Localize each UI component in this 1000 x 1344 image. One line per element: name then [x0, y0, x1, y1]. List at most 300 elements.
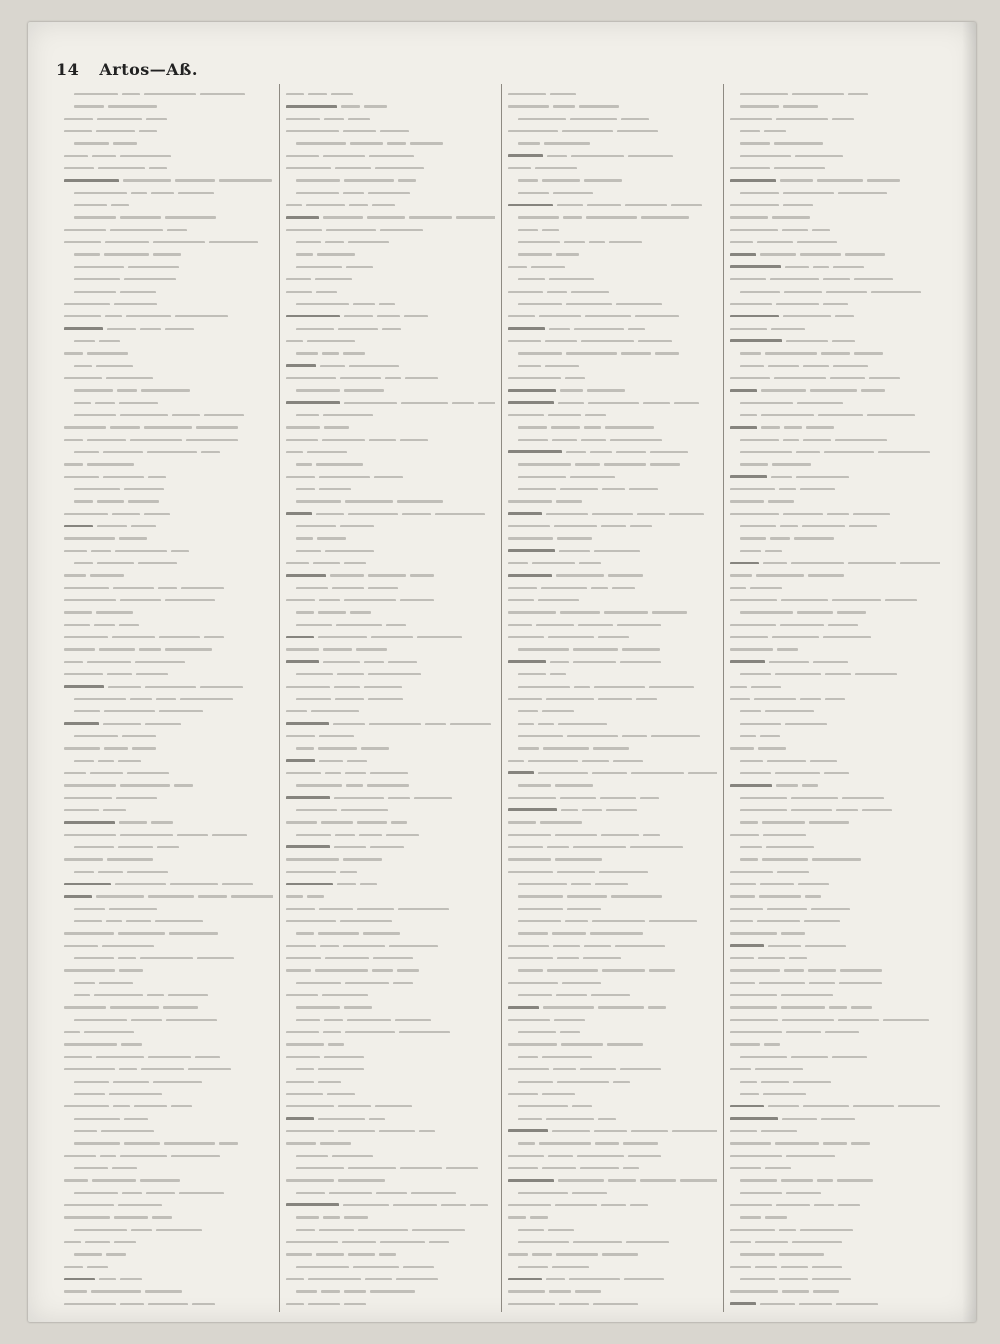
entry-line	[730, 701, 940, 712]
entry-line	[508, 257, 717, 268]
entry-line	[508, 207, 717, 218]
entry-line	[508, 615, 717, 626]
entry-line	[508, 837, 717, 848]
entry-line	[64, 1059, 273, 1070]
entry-line	[508, 800, 717, 811]
entry-line	[730, 454, 940, 465]
entry-line	[730, 997, 940, 1008]
entry-line	[286, 1072, 495, 1083]
entry-line	[64, 1294, 273, 1305]
entry-line	[286, 664, 495, 675]
entry-line	[730, 158, 940, 169]
entry-line	[286, 491, 495, 502]
entry-line	[730, 133, 940, 144]
entry-line	[730, 1294, 940, 1305]
entry-line	[64, 504, 273, 515]
entry-line	[508, 627, 717, 638]
entry-line	[64, 948, 273, 959]
entry-line	[730, 1158, 940, 1169]
entry-line	[730, 491, 940, 502]
entry-line	[508, 1306, 717, 1312]
entry-line	[508, 331, 717, 342]
entry-line	[508, 825, 717, 836]
entry-line	[730, 207, 940, 218]
entry-line	[730, 862, 940, 873]
entry-line	[64, 257, 273, 268]
entry-line	[508, 454, 717, 465]
entry-line	[508, 1059, 717, 1070]
entry-line	[286, 973, 495, 984]
entry-line	[508, 528, 717, 539]
entry-line	[286, 615, 495, 626]
entry-line	[286, 701, 495, 712]
entry-line	[64, 973, 273, 984]
entry-line	[730, 1183, 940, 1194]
entry-line	[64, 356, 273, 367]
entry-line	[730, 319, 940, 330]
entry-line	[64, 467, 273, 478]
entry-line	[730, 1022, 940, 1033]
entry-line	[508, 368, 717, 379]
entry-line	[508, 639, 717, 650]
entry-line	[730, 244, 940, 255]
entry-line	[508, 726, 717, 737]
entry-line	[286, 553, 495, 564]
entry-line	[730, 664, 940, 675]
entry-line	[286, 319, 495, 330]
entry-line	[64, 269, 273, 280]
entry-line	[508, 1047, 717, 1058]
entry-line	[508, 1034, 717, 1045]
entry-line	[64, 417, 273, 428]
entry-line	[508, 1170, 717, 1181]
entry-line	[730, 1170, 940, 1181]
entry-line	[64, 874, 273, 885]
entry-line	[286, 1244, 495, 1255]
entry-line	[730, 146, 940, 157]
entry-line	[730, 800, 940, 811]
entry-line	[286, 195, 495, 206]
entry-line	[286, 393, 495, 404]
entry-line	[508, 788, 717, 799]
entry-line	[64, 664, 273, 675]
column-4	[724, 84, 946, 1312]
entry-line	[508, 541, 717, 552]
entry-line	[64, 1133, 273, 1144]
entry-line	[64, 1257, 273, 1268]
page-number: 14	[56, 60, 80, 79]
entry-line	[286, 516, 495, 527]
entry-line	[730, 109, 940, 120]
entry-line	[64, 677, 273, 688]
entry-line	[64, 368, 273, 379]
entry-line	[508, 121, 717, 132]
entry-line	[730, 430, 940, 441]
entry-line	[508, 899, 717, 910]
entry-line	[286, 1269, 495, 1280]
entry-line	[286, 1220, 495, 1231]
entry-line	[286, 282, 495, 293]
entry-line	[64, 886, 273, 897]
entry-line	[730, 1232, 940, 1243]
entry-line	[508, 430, 717, 441]
entry-line	[286, 936, 495, 947]
entry-line	[730, 1084, 940, 1095]
entry-line	[508, 170, 717, 181]
column-4-entries	[730, 84, 940, 1312]
entry-line	[508, 269, 717, 280]
entry-line	[508, 516, 717, 527]
column-1	[58, 84, 280, 1312]
entry-line	[286, 183, 495, 194]
entry-line	[508, 244, 717, 255]
entry-line	[286, 1121, 495, 1132]
entry-line	[286, 331, 495, 342]
entry-line	[286, 109, 495, 120]
entry-line	[508, 195, 717, 206]
entry-line	[730, 183, 940, 194]
entry-line	[508, 1207, 717, 1218]
entry-line	[286, 565, 495, 576]
entry-line	[64, 911, 273, 922]
entry-line	[286, 380, 495, 391]
entry-line	[64, 454, 273, 465]
entry-line	[508, 738, 717, 749]
entry-line	[64, 923, 273, 934]
entry-line	[64, 405, 273, 416]
entry-line	[508, 319, 717, 330]
entry-line	[286, 541, 495, 552]
entry-line	[730, 874, 940, 885]
entry-line	[286, 96, 495, 107]
entry-line	[64, 590, 273, 601]
entry-line	[64, 1220, 273, 1231]
page-edge-shadow	[962, 22, 976, 1322]
entry-line	[64, 294, 273, 305]
entry-line	[64, 812, 273, 823]
entry-line	[730, 751, 940, 762]
entry-line	[286, 812, 495, 823]
entry-line	[508, 565, 717, 576]
entry-line	[730, 578, 940, 589]
entry-line	[508, 1010, 717, 1021]
entry-line	[730, 368, 940, 379]
entry-line	[508, 1146, 717, 1157]
entry-line	[730, 553, 940, 564]
entry-line	[730, 516, 940, 527]
entry-line	[508, 948, 717, 959]
entry-line	[730, 899, 940, 910]
entry-line	[730, 602, 940, 613]
entry-line	[64, 319, 273, 330]
entry-line	[730, 1133, 940, 1144]
entry-line	[286, 442, 495, 453]
entry-line	[286, 788, 495, 799]
entry-line	[730, 504, 940, 515]
entry-line	[286, 1059, 495, 1070]
entry-line	[286, 294, 495, 305]
entry-line	[64, 578, 273, 589]
entry-line	[730, 257, 940, 268]
entry-line	[64, 541, 273, 552]
entry-line	[730, 96, 940, 107]
entry-line	[64, 714, 273, 725]
entry-line	[64, 331, 273, 342]
entry-line	[508, 467, 717, 478]
entry-line	[730, 565, 940, 576]
entry-line	[730, 1244, 940, 1255]
entry-line	[64, 788, 273, 799]
entry-line	[64, 516, 273, 527]
entry-line	[64, 652, 273, 663]
entry-line	[508, 652, 717, 663]
entry-line	[64, 800, 273, 811]
column-1-entries	[64, 84, 273, 1312]
entry-line	[508, 936, 717, 947]
entry-line	[508, 911, 717, 922]
entry-line	[64, 862, 273, 873]
entry-line	[508, 109, 717, 120]
entry-line	[64, 1084, 273, 1095]
entry-line	[508, 380, 717, 391]
entry-line	[64, 207, 273, 218]
entry-line	[286, 343, 495, 354]
column-2-entries	[286, 84, 495, 1312]
entry-line	[286, 578, 495, 589]
entry-line	[286, 504, 495, 515]
entry-line	[286, 467, 495, 478]
entry-line	[64, 701, 273, 712]
entry-line	[286, 405, 495, 416]
entry-line	[508, 701, 717, 712]
entry-line	[508, 578, 717, 589]
entry-line	[64, 639, 273, 650]
entry-line	[508, 133, 717, 144]
entry-line	[64, 985, 273, 996]
entry-line	[286, 146, 495, 157]
entry-line	[508, 1281, 717, 1292]
entry-line	[64, 1047, 273, 1058]
entry-line	[286, 837, 495, 848]
entry-line	[508, 479, 717, 490]
entry-line	[286, 689, 495, 700]
entry-line	[286, 1022, 495, 1033]
entry-line	[508, 812, 717, 823]
entry-line	[730, 1034, 940, 1045]
entry-line	[730, 652, 940, 663]
entry-line	[64, 491, 273, 502]
entry-line	[508, 960, 717, 971]
entry-line	[508, 1244, 717, 1255]
running-head: Artos—Aß.	[99, 60, 198, 79]
entry-line	[64, 602, 273, 613]
entry-line	[730, 923, 940, 934]
entry-line	[508, 491, 717, 502]
entry-line	[64, 726, 273, 737]
entry-line	[730, 417, 940, 428]
entry-line	[508, 1121, 717, 1132]
entry-line	[286, 1084, 495, 1095]
entry-line	[286, 652, 495, 663]
entry-line	[286, 220, 495, 231]
entry-line	[730, 837, 940, 848]
entry-line	[730, 1281, 940, 1292]
entry-line	[730, 985, 940, 996]
entry-line	[64, 738, 273, 749]
entry-line	[730, 343, 940, 354]
entry-line	[730, 331, 940, 342]
entry-line	[64, 689, 273, 700]
entry-line	[730, 973, 940, 984]
entry-line	[730, 1306, 940, 1312]
entry-line	[64, 430, 273, 441]
entry-line	[508, 886, 717, 897]
entry-line	[64, 220, 273, 231]
entry-line	[730, 1257, 940, 1268]
entry-line	[730, 232, 940, 243]
directory-columns	[58, 84, 946, 1312]
entry-line	[64, 306, 273, 317]
entry-line	[730, 1195, 940, 1206]
entry-line	[508, 356, 717, 367]
column-3	[502, 84, 724, 1312]
entry-line	[64, 232, 273, 243]
entry-line	[508, 664, 717, 675]
entry-line	[286, 1109, 495, 1120]
entry-line	[286, 257, 495, 268]
entry-line	[286, 923, 495, 934]
entry-line	[508, 1022, 717, 1033]
directory-page	[28, 22, 976, 1322]
entry-line	[508, 973, 717, 984]
entry-line	[64, 133, 273, 144]
entry-line	[64, 936, 273, 947]
entry-line	[730, 825, 940, 836]
entry-line	[508, 689, 717, 700]
entry-line	[286, 800, 495, 811]
entry-line	[64, 158, 273, 169]
entry-line	[730, 714, 940, 725]
entry-line	[286, 849, 495, 860]
entry-line	[64, 627, 273, 638]
entry-line	[730, 84, 940, 95]
entry-line	[730, 936, 940, 947]
entry-line	[64, 553, 273, 564]
entry-line	[64, 899, 273, 910]
entry-line	[730, 775, 940, 786]
entry-line	[508, 751, 717, 762]
entry-line	[286, 454, 495, 465]
entry-line	[730, 788, 940, 799]
entry-line	[508, 96, 717, 107]
entry-line	[730, 467, 940, 478]
entry-line	[64, 849, 273, 860]
entry-line	[508, 1109, 717, 1120]
entry-line	[730, 170, 940, 181]
entry-line	[64, 1158, 273, 1169]
entry-line	[730, 1096, 940, 1107]
entry-line	[286, 1183, 495, 1194]
entry-line	[730, 1121, 940, 1132]
entry-line	[64, 195, 273, 206]
entry-line	[286, 1047, 495, 1058]
entry-line	[64, 343, 273, 354]
entry-line	[508, 1294, 717, 1305]
entry-line	[730, 627, 940, 638]
entry-line	[730, 911, 940, 922]
entry-line	[508, 1232, 717, 1243]
entry-line	[508, 985, 717, 996]
entry-line	[64, 1121, 273, 1132]
entry-line	[730, 1010, 940, 1021]
entry-line	[508, 220, 717, 231]
entry-line	[730, 269, 940, 280]
entry-line	[286, 430, 495, 441]
column-2	[280, 84, 502, 1312]
entry-line	[730, 1207, 940, 1218]
entry-line	[64, 1170, 273, 1181]
entry-line	[508, 343, 717, 354]
entry-line	[64, 1195, 273, 1206]
entry-line	[508, 282, 717, 293]
entry-line	[64, 1109, 273, 1120]
entry-line	[730, 380, 940, 391]
entry-line	[730, 960, 940, 971]
entry-line	[64, 96, 273, 107]
entry-line	[508, 294, 717, 305]
entry-line	[286, 960, 495, 971]
entry-line	[286, 602, 495, 613]
entry-line	[508, 1084, 717, 1095]
entry-line	[286, 306, 495, 317]
entry-line	[508, 997, 717, 1008]
entry-line	[508, 84, 717, 95]
entry-line	[286, 714, 495, 725]
entry-line	[64, 837, 273, 848]
entry-line	[730, 479, 940, 490]
entry-line	[508, 1183, 717, 1194]
entry-line	[64, 1096, 273, 1107]
entry-line	[286, 1281, 495, 1292]
entry-line	[286, 170, 495, 181]
entry-line	[508, 232, 717, 243]
entry-line	[508, 849, 717, 860]
entry-line	[508, 442, 717, 453]
entry-line	[286, 738, 495, 749]
entry-line	[64, 183, 273, 194]
entry-line	[730, 220, 940, 231]
entry-line	[64, 1269, 273, 1280]
entry-line	[286, 133, 495, 144]
entry-line	[286, 997, 495, 1008]
page-header	[56, 60, 212, 80]
entry-line	[508, 923, 717, 934]
entry-line	[286, 1195, 495, 1206]
entry-line	[508, 874, 717, 885]
entry-line	[730, 282, 940, 293]
entry-line	[286, 1096, 495, 1107]
entry-line	[730, 1059, 940, 1070]
entry-line	[64, 121, 273, 132]
entry-line	[730, 812, 940, 823]
entry-line	[286, 1170, 495, 1181]
entry-line	[64, 442, 273, 453]
entry-line	[64, 825, 273, 836]
entry-line	[508, 393, 717, 404]
entry-line	[730, 590, 940, 601]
entry-line	[730, 948, 940, 959]
entry-line	[286, 479, 495, 490]
